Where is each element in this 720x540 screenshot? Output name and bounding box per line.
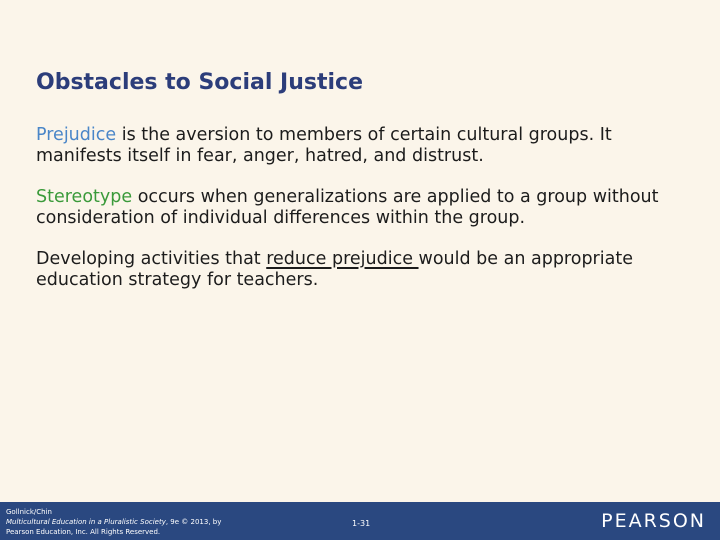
footer-bar <box>0 502 720 540</box>
prejudice-definition: is the aversion to members of certain cultural groups. It manifests itself in fear, anger, hatred, and distrust. <box>36 125 612 166</box>
stereotype-definition: occurs when generalizations are applied to a group without consideration of individual differences within the group. <box>36 187 659 228</box>
paragraph-prejudice <box>36 125 696 167</box>
term-stereotype: Stereotype <box>36 187 133 207</box>
citation-book <box>6 517 221 527</box>
copyright-citation <box>6 507 221 537</box>
citation-edition: , 9e © 2013, by <box>165 518 222 526</box>
paragraph-stereotype <box>36 187 696 229</box>
strategy-text-after: would be an appropriate education strategy for teachers. <box>36 249 633 290</box>
page-number: 1-31 <box>352 519 371 528</box>
citation-rights: Pearson Education, Inc. All Rights Reserved. <box>6 528 161 536</box>
term-prejudice: Prejudice <box>36 125 117 145</box>
strategy-underlined-answer: reduce prejudice <box>266 249 419 269</box>
citation-authors: Gollnick/Chin <box>6 508 52 516</box>
paragraph-strategy <box>36 249 696 291</box>
strategy-text-before: Developing activities that <box>36 249 267 269</box>
slide-title: Obstacles to Social Justice <box>36 70 364 95</box>
citation-book-title: Multicultural Education in a Pluralistic Society <box>6 518 166 526</box>
pearson-logo: PEARSON <box>601 510 706 532</box>
